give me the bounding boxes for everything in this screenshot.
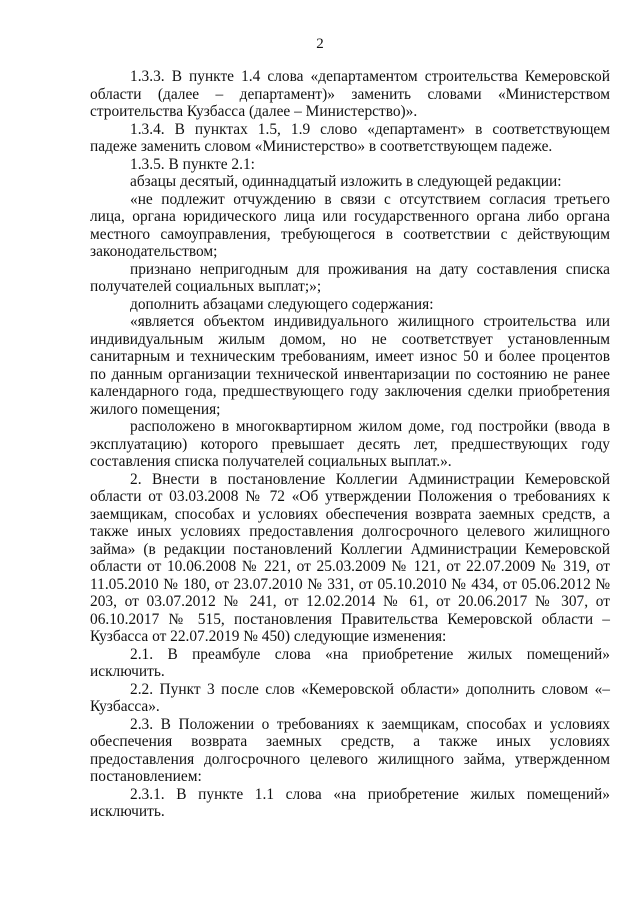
document-body bbox=[90, 68, 610, 821]
paragraph-2-3: 2.3. В Положении о требованиях к заемщикам, способах и условиях обеспечения возврата заемных средств, а также иных условиях предоставления долгосрочного целевого жилищного займа, утвержденном постановлением: bbox=[90, 715, 610, 785]
paragraph-1-3-3: 1.3.3. В пункте 1.4 слова «департаментом строительства Кемеровской области (далее – департамент)» заменить словами «Министерством строительства Кузбасса (далее – Министерство)». bbox=[90, 68, 610, 120]
page-number: 2 bbox=[316, 36, 324, 52]
paragraph-quote-1: «не подлежит отчуждению в связи с отсутствием согласия третьего лица, органа юридического лица или государственного органа либо органа местного самоуправления, требующегося в соответствии с действующим законодательством; bbox=[90, 190, 610, 260]
paragraph-quote-3: «является объектом индивидуального жилищного строительства или индивидуальным жилым домом, но не соответствует установленным санитарным и техническим требованиям, имеет износ 50 и более процентов по данным организации технической инвентаризации по состоянию не ранее календарного года, предшествующего году заключения сделки приобретения жилого помещения; bbox=[90, 313, 610, 418]
paragraph-quote-2: признано непригодным для проживания на дату составления списка получателей социальных выплат;»; bbox=[90, 260, 610, 295]
paragraph-dopolnit: дополнить абзацами следующего содержания: bbox=[130, 295, 434, 313]
paragraph-1-3-4: 1.3.4. В пунктах 1.5, 1.9 слово «департамент» в соответствующем падеже заменить словом «Министерство» в соответствующем падеже. bbox=[90, 120, 610, 155]
paragraph-2-2: 2.2. Пункт 3 после слов «Кемеровской области» дополнить словом «– Кузбасса». bbox=[90, 680, 610, 715]
paragraph-2-1: 2.1. В преамбуле слова «на приобретение жилых помещений» исключить. bbox=[90, 645, 610, 680]
paragraph-quote-4: расположено в многоквартирном жилом доме, год постройки (ввода в эксплуатацию) которого превышает десять лет, предшествующих году составления списка получателей социальных выплат.». bbox=[90, 418, 610, 470]
paragraph-2-3-1: 2.3.1. В пункте 1.1 слова «на приобретение жилых помещений» исключить. bbox=[90, 785, 610, 820]
paragraph-1-3-5: 1.3.5. В пункте 2.1: bbox=[130, 155, 255, 173]
paragraph-2: 2. Внести в постановление Коллегии Администрации Кемеровской области от 03.03.2008 № 72 «Об утверждении Положения о требованиях к заемщикам, способах и условиях обеспечения возврата заемных средств, а также иных условиях предоставления долгосрочного целевого жилищного займа» (в редакции постановлений Коллегии Администрации Кемеровской области от 10.06.2008 № 221, от 25.03.2009 № 121, от 22.07.2009 № 319, от 11.05.2010 № 180, от 23.07.2010 № 331, от 05.10.2010 № 434, от 05.06.2012 № 203, от 03.07.2012 № 241, от 12.02.2014 № 61, от 20.06.2017 № 307, от 06.10.2017 № 515, постановления Правительства Кемеровской области – Кузбасса от 22.07.2019 № 450) следующие изменения: bbox=[90, 470, 610, 645]
paragraph-abzacy: абзацы десятый, одиннадцатый изложить в следующей редакции: bbox=[130, 173, 562, 190]
